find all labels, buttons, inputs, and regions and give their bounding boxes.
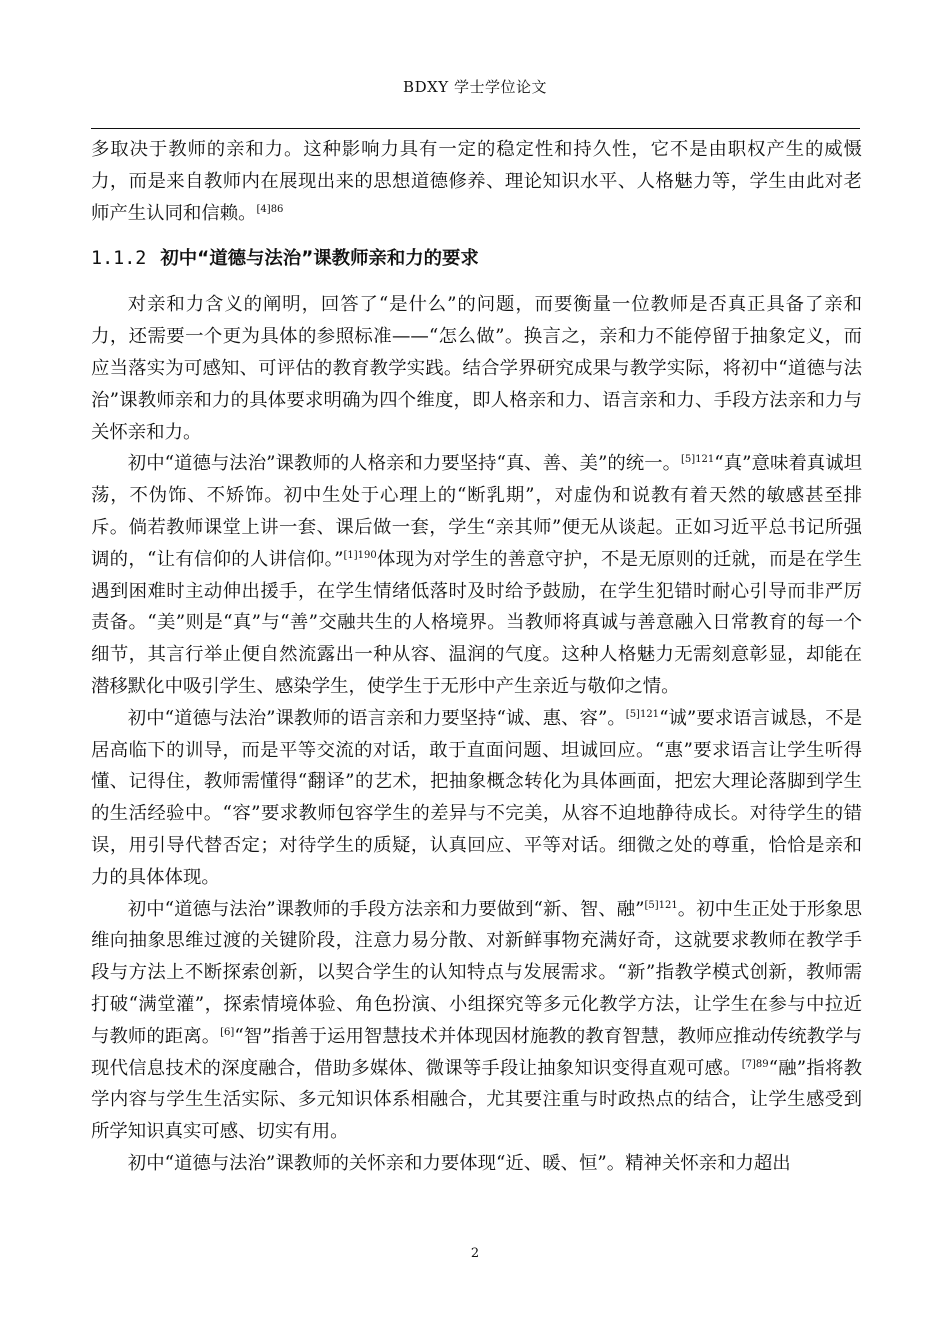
paragraph-text: 初中“道德与法治”课教师的手段方法亲和力要做到“新、智、融”: [127, 898, 645, 920]
running-header: BDXY 学士学位论文: [403, 78, 547, 96]
section-title: 初中“道德与法治”课教师亲和力的要求: [160, 248, 479, 270]
citation: [5]121: [625, 708, 660, 720]
citation: [6]: [220, 1026, 235, 1038]
paragraph-text: 体现为对学生的善意守护，不是无原则的迁就，而是在学生遇到困难时主动伸出援手，在学生情绪低落时及时给予鼓励，在学生犯错时耐心引导而非严厉责备。“美”则是“真”与“善”交融共生的人格境界。当教师将真诚与善意融入日常教育的每一个细节，其言行举止便自然流露出一种从容、温润的气度。这种人格魅力无需刻意彰显，却能在潜移默化中吸引学生、感染学生，使学生于无形中产生亲近与敬仰之情。: [91, 548, 862, 697]
page-number: 2: [470, 1246, 480, 1261]
paragraph: [91, 703, 862, 894]
paragraph-text: 初中“道德与法治”课教师的语言亲和力要坚持“诚、惠、容”。: [127, 707, 626, 729]
section-number: 1.1.2: [91, 248, 147, 270]
paragraph-text: “诚”要求语言诚恳，不是居高临下的训导，而是平等交流的对话，敢于直面问题、坦诚回应。“惠”要求语言让学生听得懂、记得住，教师需懂得“翻译”的艺术，把抽象概念转化为具体画面，把宏大理论落脚到学生的生活经验中。“容”要求教师包容学生的差异与不完美，从容不迫地静待成长。对待学生的错误，用引导代替否定；对待学生的质疑，认真回应、平等对话。细微之处的尊重，恰恰是亲和力的具体体现。: [91, 707, 863, 888]
header-rule: [91, 128, 860, 129]
citation: [5]121: [681, 454, 715, 466]
paragraph-text: 对亲和力含义的阐明，回答了“是什么”的问题，而要衡量一位教师是否真正具备了亲和力，还需要一个更为具体的参照标准——“怎么做”。换言之，亲和力不能停留于抽象定义，而应当落实为可感知、可评估的教育教学实践。结合学界研究成果与教学实际，将初中“道德与法治”课教师亲和力的具体要求明确为四个维度，即人格亲和力、语言亲和力、手段方法亲和力与关怀亲和力。: [91, 294, 862, 443]
citation: [4]86: [256, 203, 284, 215]
paragraph: [91, 289, 862, 448]
paragraph-continued: [91, 134, 862, 229]
citation: [1]190: [343, 549, 377, 561]
body-text: [91, 134, 862, 1180]
section-heading: [91, 229, 862, 289]
citation: [7]89: [741, 1058, 769, 1070]
paragraph: [91, 894, 862, 1148]
paragraph-text: 多取决于教师的亲和力。这种影响力具有一定的稳定性和持久性，它不是由职权产生的威慑力，而是来自教师内在展现出来的思想道德修养、理论知识水平、人格魅力等，学生由此对老师产生认同和信赖。: [91, 139, 862, 224]
paragraph-text: 初中“道德与法治”课教师的人格亲和力要坚持“真、善、美”的统一。: [127, 453, 682, 475]
paragraph: [91, 1148, 862, 1180]
paragraph-text: “真”意味着真诚坦荡，不伪饰、不矫饰。初中生处于心理上的“断乳期”，对虚伪和说教有着天然的敏感甚至排斥。倘若教师课堂上讲一套、课后做一套，学生“亲其师”便无从谈起。正如习近平总书记所强调的，“让有信仰的人讲信仰。”: [91, 453, 863, 570]
paragraph-text: “智”指善于运用智慧技术并体现因材施教的教育智慧，教师应推动传统教学与现代信息技术的深度融合，借助多媒体、微课等手段让抽象知识变得直观可感。: [91, 1025, 862, 1079]
paragraph-text: 。初中生正处于形象思维向抽象思维过渡的关键阶段，注意力易分散、对新鲜事物充满好奇，这就要求教师在教学手段与方法上不断探索创新，以契合学生的认知特点与发展需求。“新”指教学模式创新，教师需打破“满堂灌”，探索情境体验、角色扮演、小组探究等多元化教学方法，让学生在参与中拉近与教师的距离。: [91, 898, 862, 1047]
citation: [5]121: [644, 899, 678, 911]
paragraph-text: 初中“道德与法治”课教师的关怀亲和力要体现“近、暖、恒”。精神关怀亲和力超出: [127, 1152, 791, 1174]
paragraph: [91, 448, 862, 702]
paragraph-text: “融”指将教学内容与学生生活实际、多元知识体系相融合，尤其要注重与时政热点的结合，让学生感受到所学知识真实可感、切实有用。: [91, 1057, 862, 1143]
